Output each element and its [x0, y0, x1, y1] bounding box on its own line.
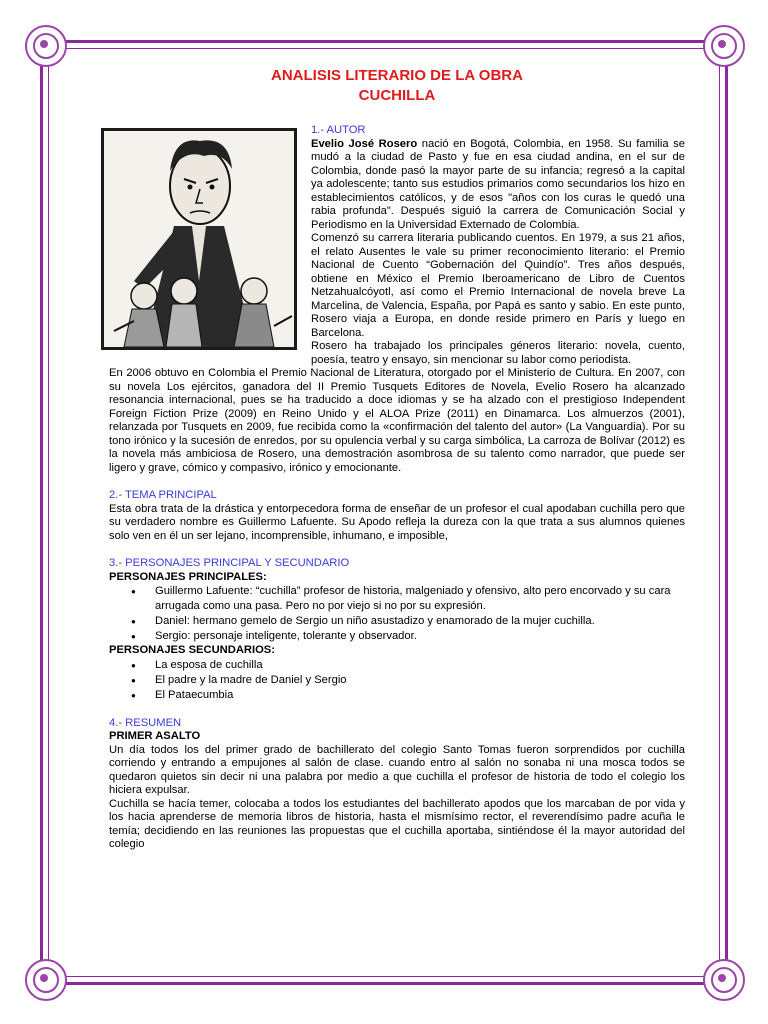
personajes-secundarios-list	[109, 658, 685, 703]
resumen-paragraph-2: Cuchilla se hacía temer, colocaba a todos los estudiantes del bachillerato apodos que los marcaban de por vida y los hacia aprenderse de memoria libros de historia, hasta el mismísimo rector, el reverendísimo padre acuña le temía; decidiendo en las reuniones las propuestas que el cuchilla aportaba, sintiéndose él la mayor autoridad del colegio	[109, 797, 685, 850]
document-title	[109, 66, 685, 106]
list-item: ● Sergio: personaje inteligente, tolerante y observador.	[155, 629, 685, 644]
author-name: Evelio José Rosero	[311, 137, 418, 150]
personajes-principales-list	[109, 584, 685, 644]
document-body	[109, 66, 685, 852]
border-corner-ornament	[25, 959, 67, 1001]
border-corner-ornament	[703, 25, 745, 67]
resumen-paragraph-1: Un día todos los del primer grado de bachillerato del colegio Santo Tomas fueron sorprendidos por cuchilla corriendo y entrando a empujones al salón de clase. cuando entro al salón no sonaba ni una mosca todos se quedaron quietos sin decir ni una palabra por medio a que cuchilla el profesor de historia de todo el colegio los hiciera expulsar.	[109, 743, 685, 796]
list-item: ● Guillermo Lafuente: “cuchilla” profesor de historia, malgeniado y ofensivo, alto pero encorvado y su cara arrugada como una pasa. Pero no por viejo si no por su expresión.	[155, 584, 685, 614]
author-paragraph-1-text: nació en Bogotá, Colombia, en 1958. Su familia se mudó a la ciudad de Pasto y fue en esa ciudad andina, en el sur de Colombia, donde pasó la mayor parte de su infancia; regresó a la capital ya adolescente; tanto sus estudios primarios como secundarios los hizo en establecimientos católicos, y de esos "años con los curas le quedó una rabia profunda". Después siguió la carrera de Comunicación Social y Periodismo en la Universidad Externado de Colombia.	[311, 137, 685, 231]
border-corner-ornament	[25, 25, 67, 67]
author-paragraph-2: Comenzó su carrera literaria publicando cuentos. En 1979, a sus 21 años, el relato Ausentes le vale su primer reconocimiento literario: el Premio Nacional de Cuento “Gobernación del Quindío”. Tres años después, obtiene en México el Premio Iberoamericano de Libro de Cuentos Netzahualcóyotl, así como el Premio Internacional de novela breve La Marcelina, de Valencia, España, por Papá es santo y sabio. En este punto, Rosero viaja a Europa, en donde reside primero en París y luego en Barcelona.	[311, 232, 685, 339]
section-autor-heading: 1.- AUTOR	[311, 124, 366, 136]
list-item: ● Daniel: hermano gemelo de Sergio un niño asustadizo y enamorado de la mujer cuchilla.	[155, 614, 685, 629]
section-personajes-heading: 3.- PERSONAJES PRINCIPAL Y SECUNDARIO	[109, 557, 350, 569]
tema-paragraph: Esta obra trata de la drástica y entorpecedora forma de enseñar de un profesor el cual apodaban cuchilla pero que su verdadero nombre es Guillermo Lafuente. Su Apodo refleja la dureza con la que trata a sus alumnos quienes solo ven en él un ser lejano, incomprensible, inhumano, e imposible,	[109, 502, 685, 542]
resumen-subheading: PRIMER ASALTO	[109, 730, 201, 742]
personajes-secundarios-label: PERSONAJES SECUNDARIOS:	[109, 644, 275, 656]
list-item: ● El padre y la madre de Daniel y Sergio	[155, 673, 685, 688]
personajes-principales-label: PERSONAJES PRINCIPALES:	[109, 570, 267, 583]
author-paragraph-4: En 2006 obtuvo en Colombia el Premio Nacional de Literatura, otorgado por el Ministerio de Cultura. En 2007, con su novela Los ejércitos, ganadora del II Premio Tusquets Editores de Novela, Evelio Rosero ha alcanzado resonancia internacional, pues se ha traducido a doce idiomas y se ha alzado con el prestigioso Independent Foreign Fiction Prize (2009) en Reino Unido y el ALOA Prize (2011) en Dinamarca. Los almuerzos (2001), relanzada por Tusquets en 2009, fue recibida como la «confirmación del talento del autor» (La Vanguardia). Por su tono irónico y la sucesión de enredos, por su opulencia verbal y su carga simbólica, La carroza de Bolívar (2012) es la novela más ambiciosa de Rosero, una demostración asombrosa de su talento como narrador, que puede ser ligero y grave, cómico y compasivo, irónico y emocionante.	[109, 367, 685, 474]
section-resumen-heading: 4.- RESUMEN	[109, 716, 182, 729]
author-illustration	[101, 128, 297, 350]
list-item: ● El Pataecumbia	[155, 688, 685, 703]
section-tema-heading: 2.- TEMA PRINCIPAL	[109, 489, 217, 501]
border-corner-ornament	[703, 959, 745, 1001]
title-line-2: CUCHILLA	[358, 87, 436, 104]
list-item: ● La esposa de cuchilla	[155, 658, 685, 673]
caricature-drawing	[104, 131, 294, 347]
author-paragraph-3: Rosero ha trabajado los principales géneros literario: novela, cuento, poesía, teatro y ensayo, sin mencionar su labor como periodista.	[311, 340, 685, 366]
title-line-1: ANALISIS LITERARIO DE LA OBRA	[271, 67, 523, 84]
